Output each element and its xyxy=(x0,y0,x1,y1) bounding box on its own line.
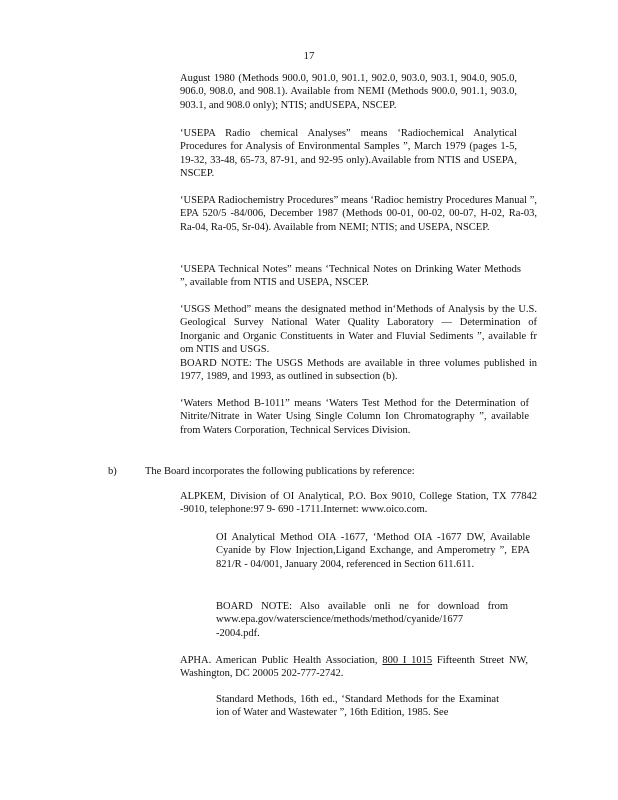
subsection-b-text: The Board incorporates the following publications by reference: xyxy=(145,466,415,477)
paragraph-usepa-technical-notes: ‘USEPA Technical Notes” means ‘Technical Notes on Drinking Water Methods ”, available from NTIS and USEPA, NSCEP. xyxy=(180,264,521,289)
board-note-cyanide-text: BOARD NOTE: Also available onli ne for download from www.epa.gov/waterscience/methods/method/cyanide/1677 xyxy=(216,601,508,626)
subsection-b-label: b) xyxy=(108,466,117,477)
usgs-method-definition: ‘USGS Method” means the designated method in‘Methods of Analysis by the U.S. Geological Survey National Water Quality Laboratory — Determination of Inorganic and Organic Constituents in Water and Fluvial Sediments ”, available fr om NTIS and USGS. xyxy=(180,304,537,356)
paragraph-waters-method: ‘Waters Method B-1011” means ‘Waters Test Method for the Determination of Nitrite/Nitrate in Water Using Single Column Ion Chromatography ”, available from Waters Corporation, Technical Services Division. xyxy=(180,398,529,436)
paragraph-usgs-method xyxy=(180,303,537,383)
board-note-cyanide-suffix: -2004.pdf. xyxy=(216,627,260,639)
apha-text-start: APHA. American Public Health Association, xyxy=(180,655,378,666)
apha-text-end: Fifteenth Street NW, Washington, DC 20005 202-777-2742. xyxy=(180,655,529,680)
paragraph-usepa-radiochemical-analyses: ‘USEPA Radio chemical Analyses” means ‘Radiochemical Analytical Procedures for Analysis of Environmental Samples ”, March 1979 (pages 1-5, 19-32, 33-48, 65-73, 87-91, and 92-95 only).Available from NTIS and USEPA, NSCEP. xyxy=(180,128,517,180)
page-number: 17 xyxy=(303,50,315,62)
paragraph-epa-methods-continued: August 1980 (Methods 900.0, 901.0, 901.1, 902.0, 903.0, 903.1, 904.0, 905.0, 906.0, 908.0, and 908.1). Available from NEMI (Methods 900.0, 901.1, 903.0, 903.1, and 908.0 only); NTIS; andUSEPA, NSCEP. xyxy=(180,73,517,111)
apha-underlined-address: 800 I 1015 xyxy=(382,655,433,666)
paragraph-standard-methods: Standard Methods, 16th ed., ‘Standard Methods for the Examinat ion of Water and Wastewater ”, 16th Edition, 1985. See xyxy=(216,694,499,719)
paragraph-apha xyxy=(180,654,528,681)
paragraph-alpkem: ALPKEM, Division of OI Analytical, P.O. Box 9010, College Station, TX 77842 -9010, telephone:97 9- 690 -1711.Internet: www.oico.com. xyxy=(180,491,537,516)
usgs-board-note: BOARD NOTE: The USGS Methods are available in three volumes published in 1977, 1989, and 1993, as outlined in subsection (b). xyxy=(180,357,537,383)
paragraph-board-note-cyanide xyxy=(216,600,508,640)
paragraph-oi-analytical-method: OI Analytical Method OIA -1677, ‘Method OIA -1677 DW, Available Cyanide by Flow Injection,Ligand Exchange, and Amperometry ”, EPA 821/R - 04/001, January 2004, referenced in Section 611.611. xyxy=(216,532,530,570)
paragraph-usepa-radiochemistry-procedures: ‘USEPA Radiochemistry Procedures” means ‘Radioc hemistry Procedures Manual ”, EPA 520/5 -84/006, December 1987 (Methods 00-01, 00-02, 00-07, H-02, Ra-03, Ra-04, Ra-05, Sr-04). Available from NEMI; NTIS; and USEPA, NSCEP. xyxy=(180,195,537,233)
